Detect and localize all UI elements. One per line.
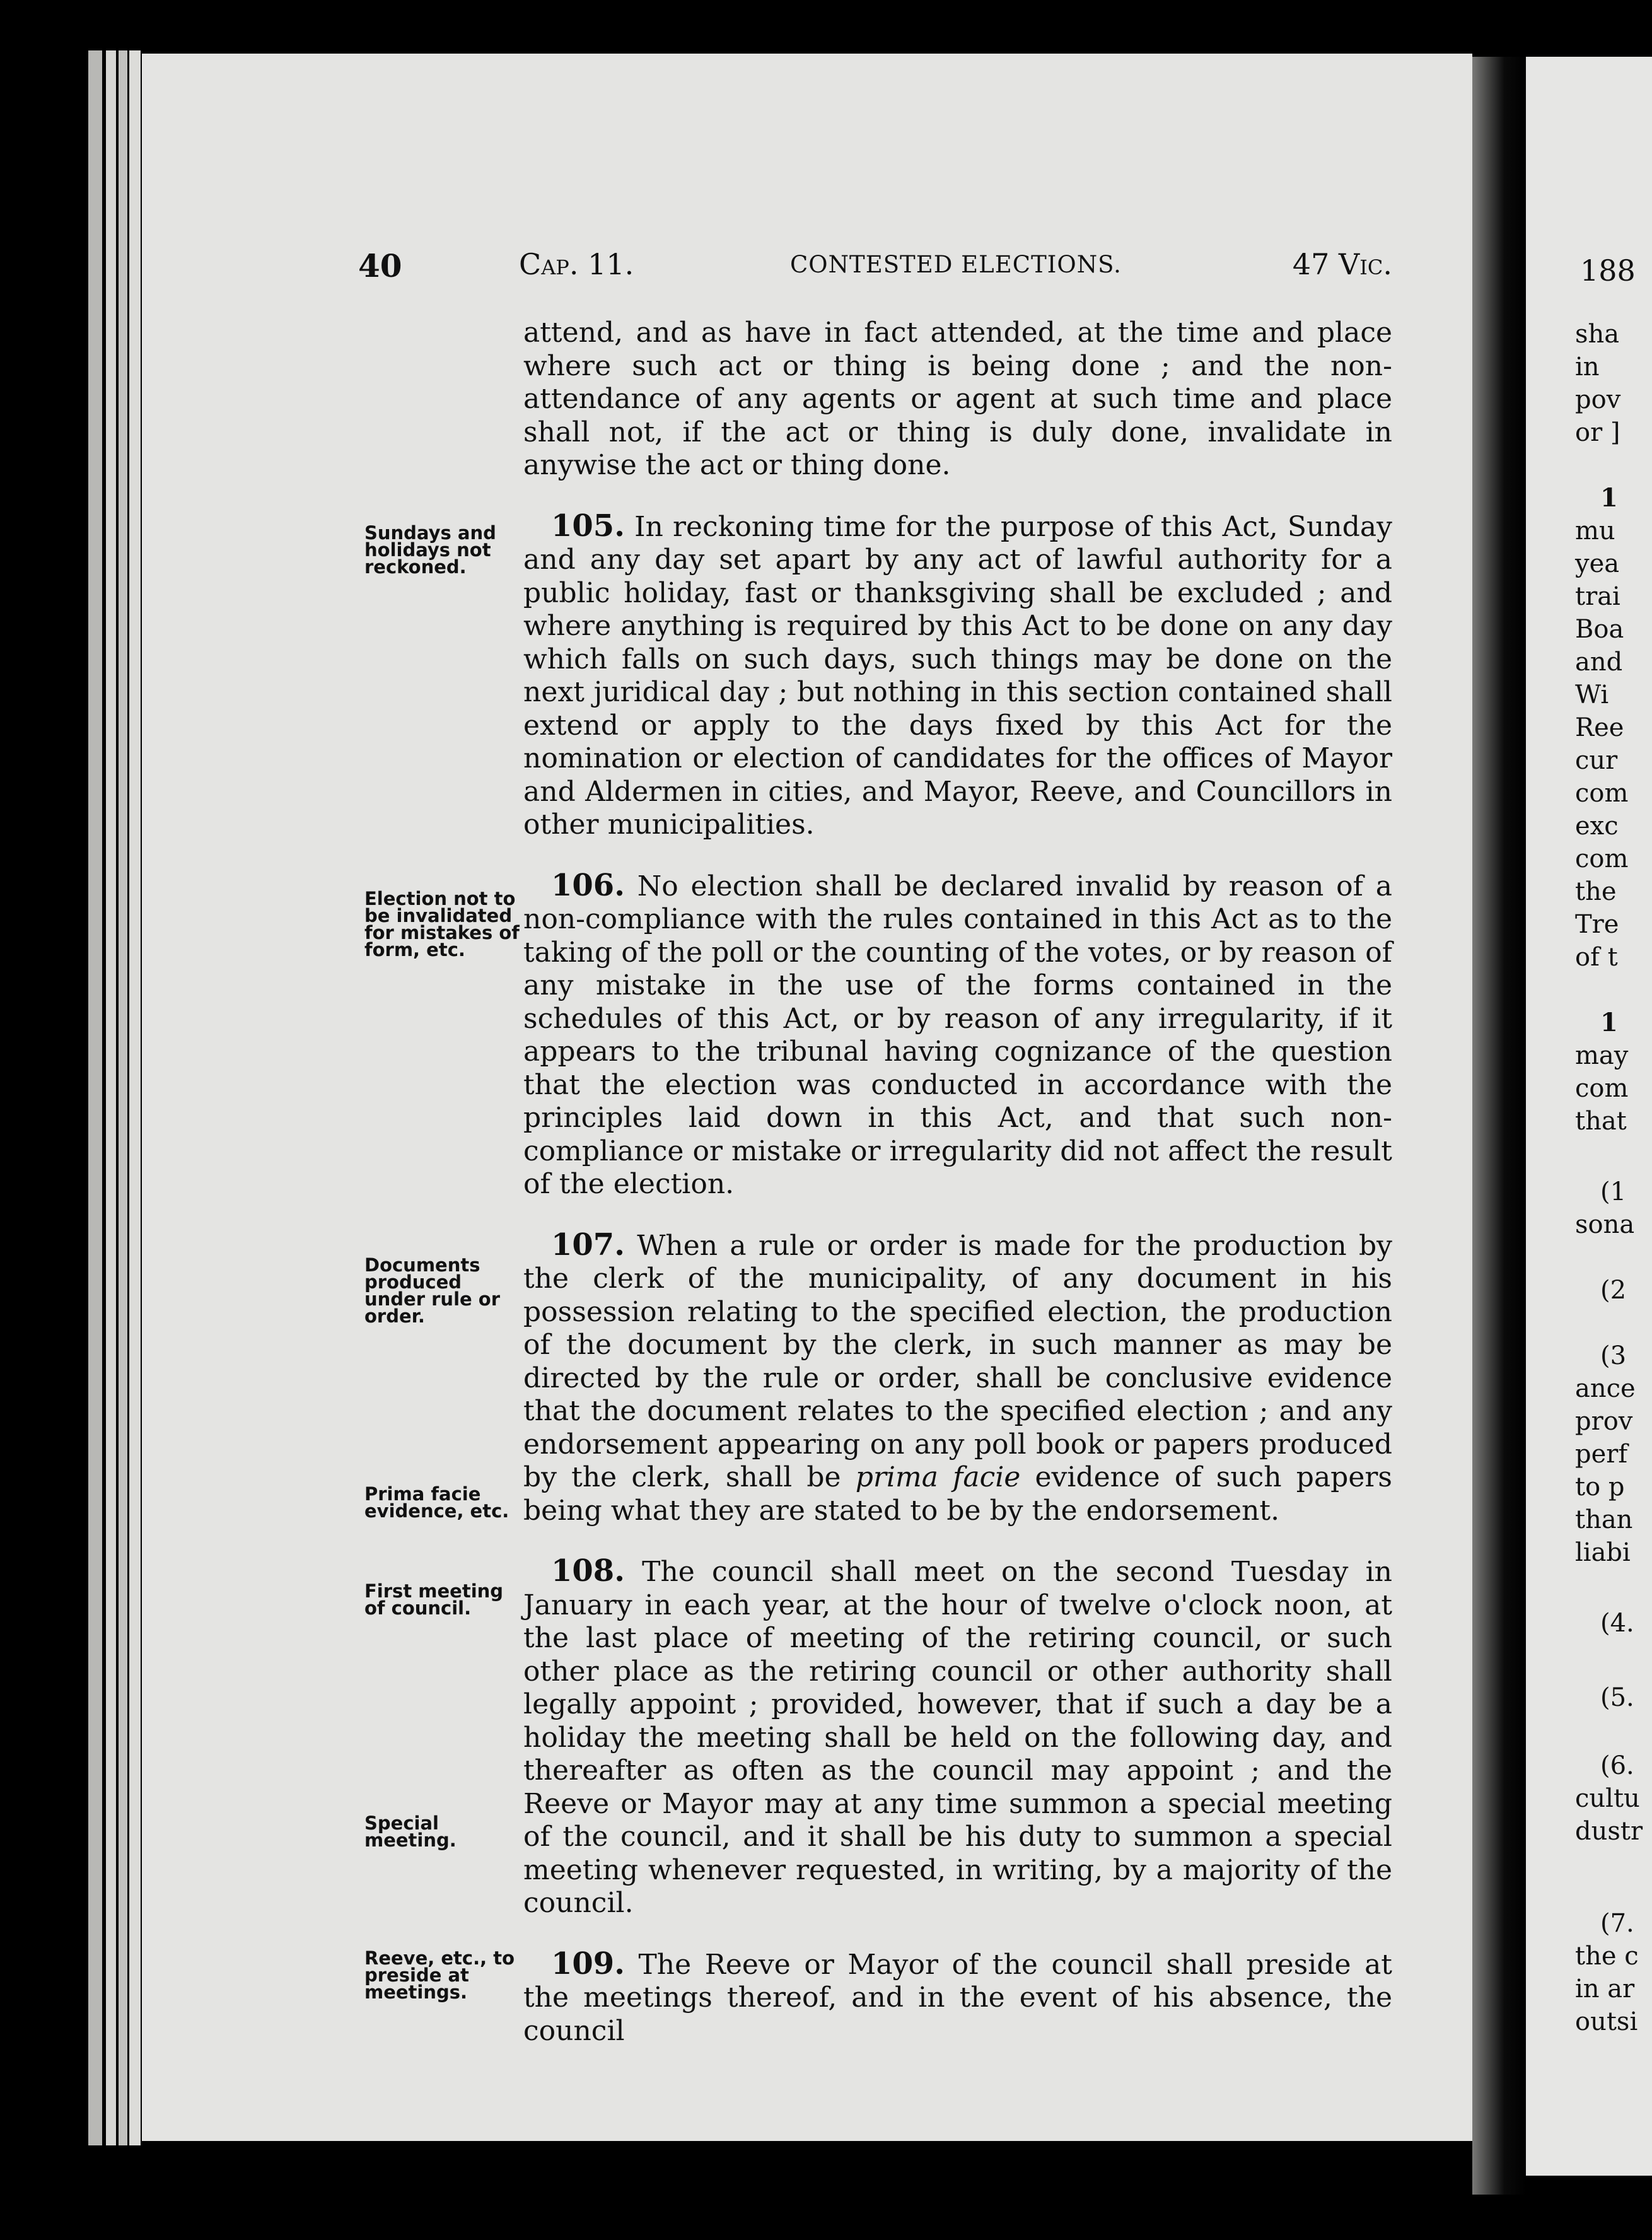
section-text: No election shall be declared invalid by reason of a non-compliance with the rules contained in this Act as to the taking of the poll or the counting of the votes, or by reason of any mistake in the use of the forms contained in the schedules of this Act, or by reason of any irregularity, if it appears to the tribunal having cognizance of the question that the election was conducted in accordance with the principles laid down in this Act, and that such non-compliance or mistake or irregularity did not affect the result of the election. <box>523 870 1392 1200</box>
facing-page-fragment: cultu <box>1575 1784 1640 1813</box>
paragraph-text: attend, and as have in fact attended, at the time and place where such act or thing is being done ; and the non-attendance of any agents or agent at such time and place shall not, if the act or thing is duly done, invalidate in anywise the act or thing done. <box>523 317 1392 481</box>
facing-page-fragment: mu <box>1575 516 1615 545</box>
facing-page-fragment: Wi <box>1575 680 1609 709</box>
facing-page-fragment: Tre <box>1575 910 1619 939</box>
facing-page-fragment: that <box>1575 1107 1627 1136</box>
facing-page-fragment: (7. <box>1600 1909 1634 1938</box>
margin-note: Election not to be invalidated for mistakes of form, etc. <box>364 888 520 960</box>
body-text <box>523 317 1392 2048</box>
facing-page <box>1526 57 1652 2176</box>
page-number: 40 <box>358 247 402 284</box>
section-number: 109. <box>551 1945 625 1981</box>
facing-page-fragment: the <box>1575 877 1617 906</box>
page-edge <box>106 50 116 2145</box>
facing-page-fragment: may <box>1575 1041 1629 1070</box>
section-text: When a rule or order is made for the production by the clerk of the municipality, of any document in his possession relating to the specified election, the production of the document by the clerk, in such manner as may be directed by the rule or order, shall be conclusive evidence that the document relates to the specified election ; and any endorsement appearing on any poll book or papers produced by the clerk, shall be <box>523 1229 1392 1493</box>
facing-page-fragment: Boa <box>1575 615 1624 644</box>
facing-page-fragment: to p <box>1575 1473 1625 1502</box>
section-text: The Reeve or Mayor of the council shall preside at the meetings thereof, and in the event of his absence, the council <box>523 1948 1392 2047</box>
regnal-year: 47 Vic. <box>1292 247 1392 281</box>
page-edge <box>129 50 141 2145</box>
section-number: 105. <box>551 508 625 544</box>
facing-page-fragment: sha <box>1575 320 1620 349</box>
facing-page-fragment: trai <box>1575 582 1620 611</box>
facing-page-fragment: in ar <box>1575 1975 1635 2004</box>
facing-page-fragment: in <box>1575 353 1600 382</box>
section-text: The council shall meet on the second Tuesday in January in each year, at the hour of twelve o'clock noon, at the last place of meeting of the retiring council, or such other place as the retiring council or other authority shall legally appoint ; provided, however, that if such a day be a holiday the meeting shall be held on the following day, and thereafter as often as the council may appoint ; and the Reeve or Mayor may at any time summon a special meeting of the council, and it shall be his duty to summon a special meeting whenever requested, in writing, by a majority of the council. <box>523 1556 1392 1919</box>
facing-page-fragment: (2 <box>1600 1276 1627 1305</box>
margin-note: Reeve, etc., to preside at meetings. <box>364 1947 515 2003</box>
facing-page-fragment: cur <box>1575 746 1618 775</box>
section-text: In reckoning time for the purpose of this Act, Sunday and any day set apart by any act of lawful authority for a public holiday, fast or thanksgiving shall be excluded ; and where anything is required by this Act to be done on any day which falls on such days, such things may be done on the next juridical day ; but nothing in this section contained shall extend or apply to the days fixed by this Act for the nomination or election of candidates for the offices of Mayor and Aldermen in cities, and Mayor, Reeve, and Councillors in other municipalities. <box>523 510 1392 841</box>
facing-page-fragment: 1 <box>1600 1008 1618 1037</box>
facing-page-fragment: 1 <box>1600 483 1618 513</box>
section-number: 107. <box>551 1227 625 1263</box>
facing-page-fragment: com <box>1575 779 1629 808</box>
section-106 <box>523 869 1392 1201</box>
facing-page-fragment: and <box>1575 648 1623 677</box>
section-107 <box>523 1228 1392 1528</box>
page-edge <box>119 50 127 2145</box>
facing-page-fragment: (1 <box>1600 1177 1627 1206</box>
facing-page-fragment: of t <box>1575 943 1618 972</box>
facing-page-fragment: com <box>1575 844 1629 873</box>
section-text: evidence of such papers being what they are stated to be by the endorsement. <box>523 1461 1392 1527</box>
facing-page-fragment: pov <box>1575 385 1621 414</box>
facing-page-fragment: (4. <box>1600 1609 1634 1638</box>
facing-page-fragment: yea <box>1575 549 1620 578</box>
facing-page-fragment: or ] <box>1575 418 1620 447</box>
facing-page-fragment: ance <box>1575 1374 1636 1403</box>
section-105 <box>523 510 1392 842</box>
facing-page-fragment: than <box>1575 1505 1633 1534</box>
facing-page-fragment: (5. <box>1600 1683 1634 1712</box>
facing-page-fragment: exc <box>1575 812 1619 841</box>
facing-page-fragment: (6. <box>1600 1751 1634 1780</box>
margin-note: Documents produced under rule or order. <box>364 1254 500 1327</box>
facing-page-fragment: outsi <box>1575 2007 1638 2036</box>
margin-note: Sundays and holidays not reckoned. <box>364 522 496 578</box>
facing-page-fragment: the c <box>1575 1942 1639 1971</box>
section-108 <box>523 1555 1392 1920</box>
margin-note: Prima facie evidence, etc. <box>364 1483 509 1522</box>
facing-page-fragment: sona <box>1575 1210 1635 1239</box>
section-109 <box>523 1947 1392 2048</box>
facing-page-fragment: (3 <box>1600 1341 1627 1370</box>
page-edge <box>88 50 102 2145</box>
facing-page-fragment: com <box>1575 1074 1629 1103</box>
book-gutter <box>1472 57 1526 2195</box>
section-italic-term: prima facie <box>855 1461 1021 1493</box>
facing-page-fragment: 188 <box>1580 254 1636 288</box>
running-title: CONTESTED ELECTIONS. <box>790 251 1122 278</box>
facing-page-fragment: dustr <box>1575 1817 1643 1846</box>
margin-note: First meeting of council. <box>364 1580 504 1619</box>
facing-page-fragment: liabi <box>1575 1538 1631 1567</box>
facing-page-fragment: Ree <box>1575 713 1624 742</box>
facing-page-fragment: prov <box>1575 1407 1633 1436</box>
chapter-label: Cap. 11. <box>519 247 634 281</box>
section-number: 106. <box>551 867 625 903</box>
running-header <box>358 247 1392 285</box>
margin-note: Special meeting. <box>364 1812 457 1851</box>
facing-page-fragment: perf <box>1575 1440 1628 1469</box>
paragraph <box>523 317 1392 482</box>
section-number: 108. <box>551 1553 625 1589</box>
